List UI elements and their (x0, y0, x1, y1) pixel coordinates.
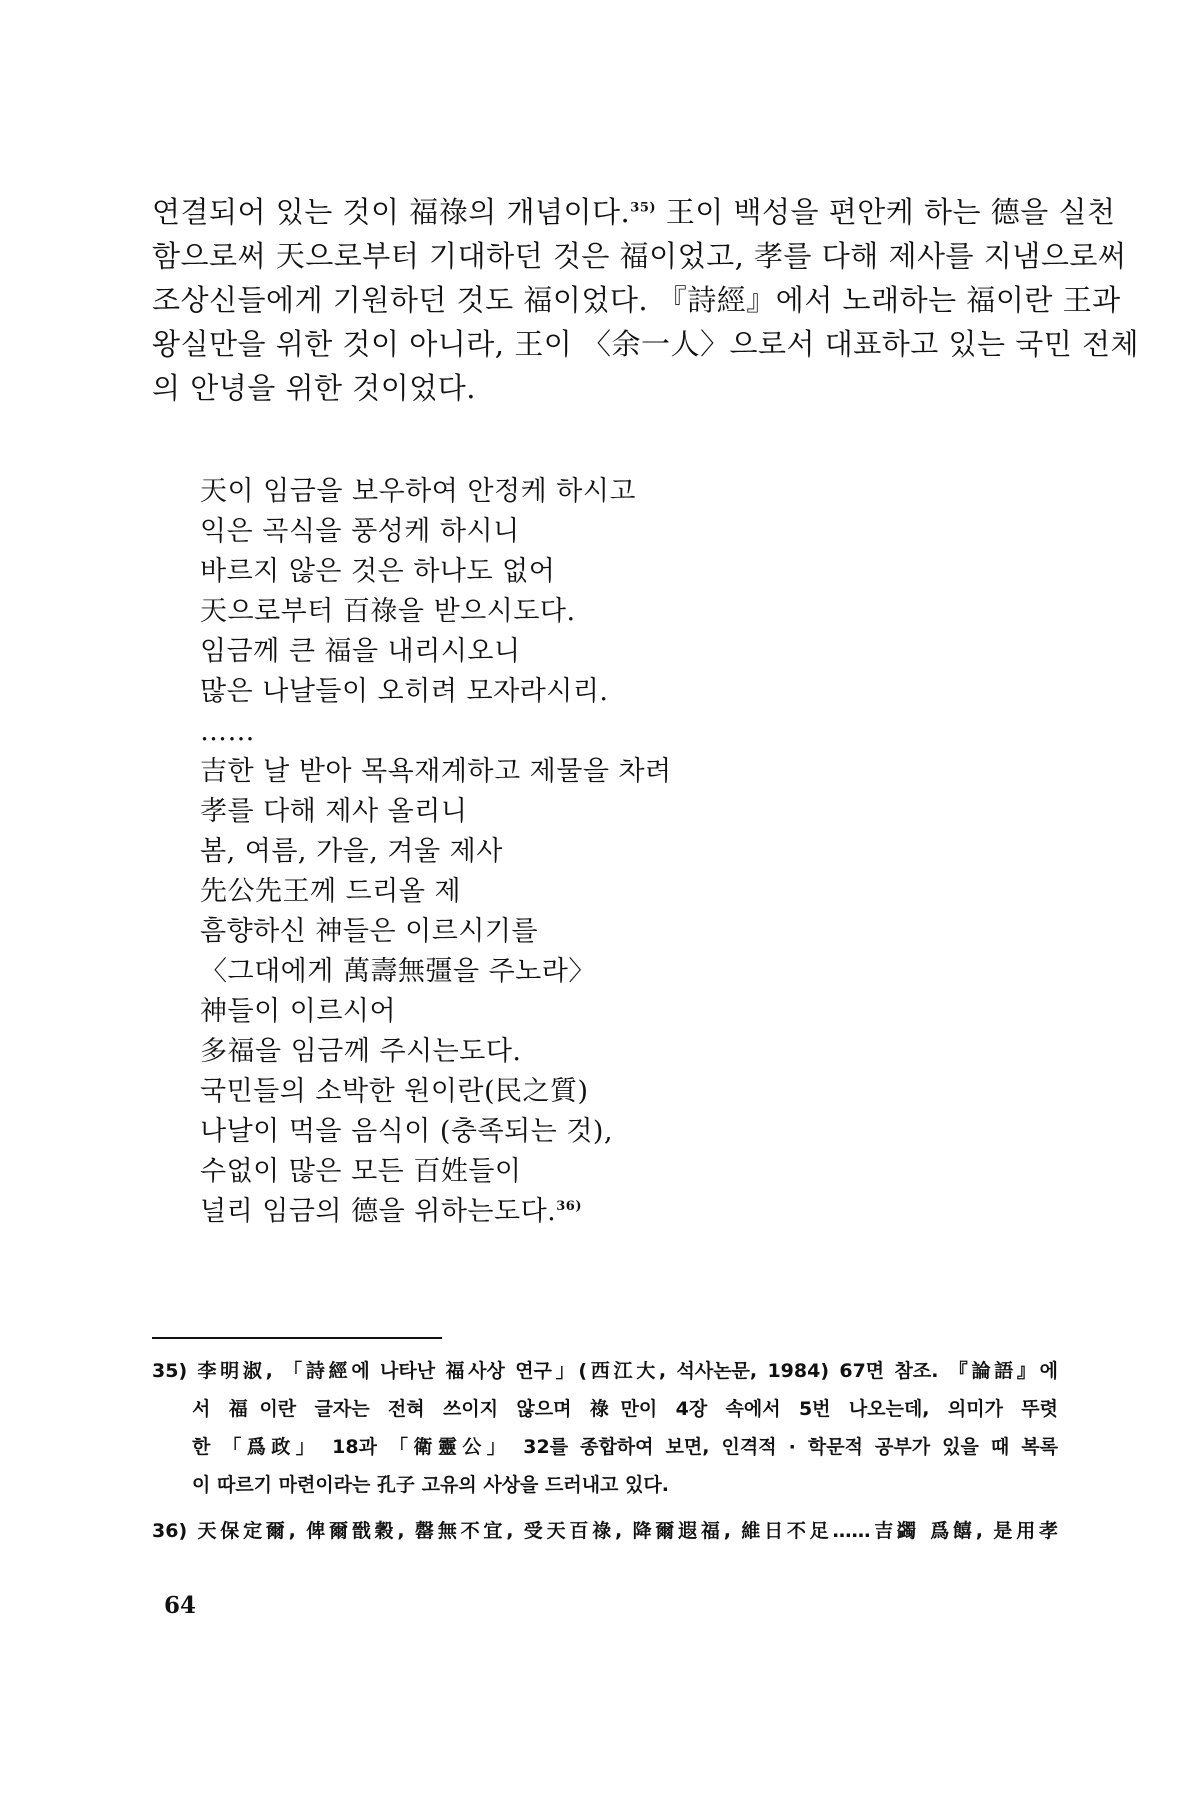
footnote-divider (152, 1337, 442, 1339)
footnote-ref-36: 36) (556, 1199, 582, 1214)
paragraph-line-4: 왕실만을 위한 것이 아니라, 王이 〈余一人〉으로서 대표하고 있는 국민 전체 (152, 327, 1140, 361)
paragraph-line-1-head: 연결되어 있는 것이 福祿의 개념이다. (152, 195, 631, 229)
poem-line: 神들이 이르시어 (200, 996, 397, 1027)
paragraph-line-2: 함으로써 天으로부터 기대하던 것은 福이었고, 孝를 다해 제사를 지냄으로써 (152, 239, 1127, 273)
poem-line: 많은 나날들이 오히려 모자라시리. (200, 676, 609, 707)
poem-line: 익은 곡식을 풍성케 하시니 (200, 516, 520, 547)
footnote-35-line-2: 서 福이란 글자는 전혀 쓰이지 않으며 祿만이 4장 속에서 5번 나오는데, 의미가 뚜렷 (192, 1398, 1058, 1420)
footnote-ref-35: 35) (630, 200, 657, 216)
poem-line: 吉한 날 받아 목욕재계하고 제물을 차려 (200, 756, 672, 787)
poem-line: 바르지 않은 것은 하나도 없어 (200, 556, 556, 587)
paragraph-line-5: 의 안녕을 위한 것이었다. (152, 371, 477, 405)
paragraph-line-1-tail: 王이 백성을 편안케 하는 德을 실천 (656, 195, 1116, 229)
poem-line: 수없이 많은 모든 百姓들이 (200, 1156, 522, 1187)
footnote-35-line-1: 35) 李明淑, 「詩經에 나타난 福사상 연구」(西江大, 석사논문, 1984) 67면 참조. 『論語』에 (152, 1360, 1058, 1382)
poem-line: 孝를 다해 제사 올리니 (200, 796, 468, 827)
poem-line: 임금께 큰 福을 내리시오니 (200, 636, 521, 667)
poem-line-last-text: 널리 임금의 德을 위하는도다. (200, 1196, 557, 1227)
poem-ellipsis: …… (200, 716, 255, 747)
page-number: 64 (164, 1592, 197, 1619)
footnote-36-line-1: 36) 天保定爾, 俾爾戩穀, 罄無不宜, 受天百祿, 降爾遐福, 維日不足……吉蠲 爲饎, 是用孝 (152, 1520, 1058, 1542)
poem-line: 天으로부터 百祿을 받으시도다. (200, 596, 576, 627)
poem-line-last (200, 1192, 920, 1232)
paragraph-line-3: 조상신들에게 기원하던 것도 福이었다. 『詩經』에서 노래하는 福이란 王과 (152, 283, 1121, 317)
poem-line: 多福을 임금께 주시는도다. (200, 1036, 522, 1067)
main-paragraph (152, 190, 1140, 410)
poem-line: 先公先王께 드리올 제 (200, 876, 462, 907)
paragraph-line-1 (152, 190, 1116, 234)
poem-quote (200, 472, 920, 1232)
footnote-35-line-4: 이 따르기 마련이라는 孔子 고유의 사상을 드러내고 있다. (192, 1474, 669, 1496)
poem-line: 흠향하신 神들은 이르시기를 (200, 916, 539, 947)
footnote-spacer (152, 1504, 1058, 1512)
poem-line: 국민들의 소박한 원이란(民之質) (200, 1076, 589, 1107)
poem-line: 봄, 여름, 가을, 겨울 제사 (200, 836, 503, 867)
footnotes (152, 1352, 1058, 1550)
poem-line: 〈그대에게 萬壽無彊을 주노라〉 (200, 956, 596, 987)
poem-line: 나날이 먹을 음식이 (충족되는 것), (200, 1116, 614, 1147)
poem-line: 天이 임금을 보우하여 안정케 하시고 (200, 476, 636, 507)
footnote-35-line-3: 한 「爲政」 18과 「衛靈公」 32를 종합하여 보면, 인격적 · 학문적 공부가 있을 때 복록 (192, 1436, 1058, 1458)
